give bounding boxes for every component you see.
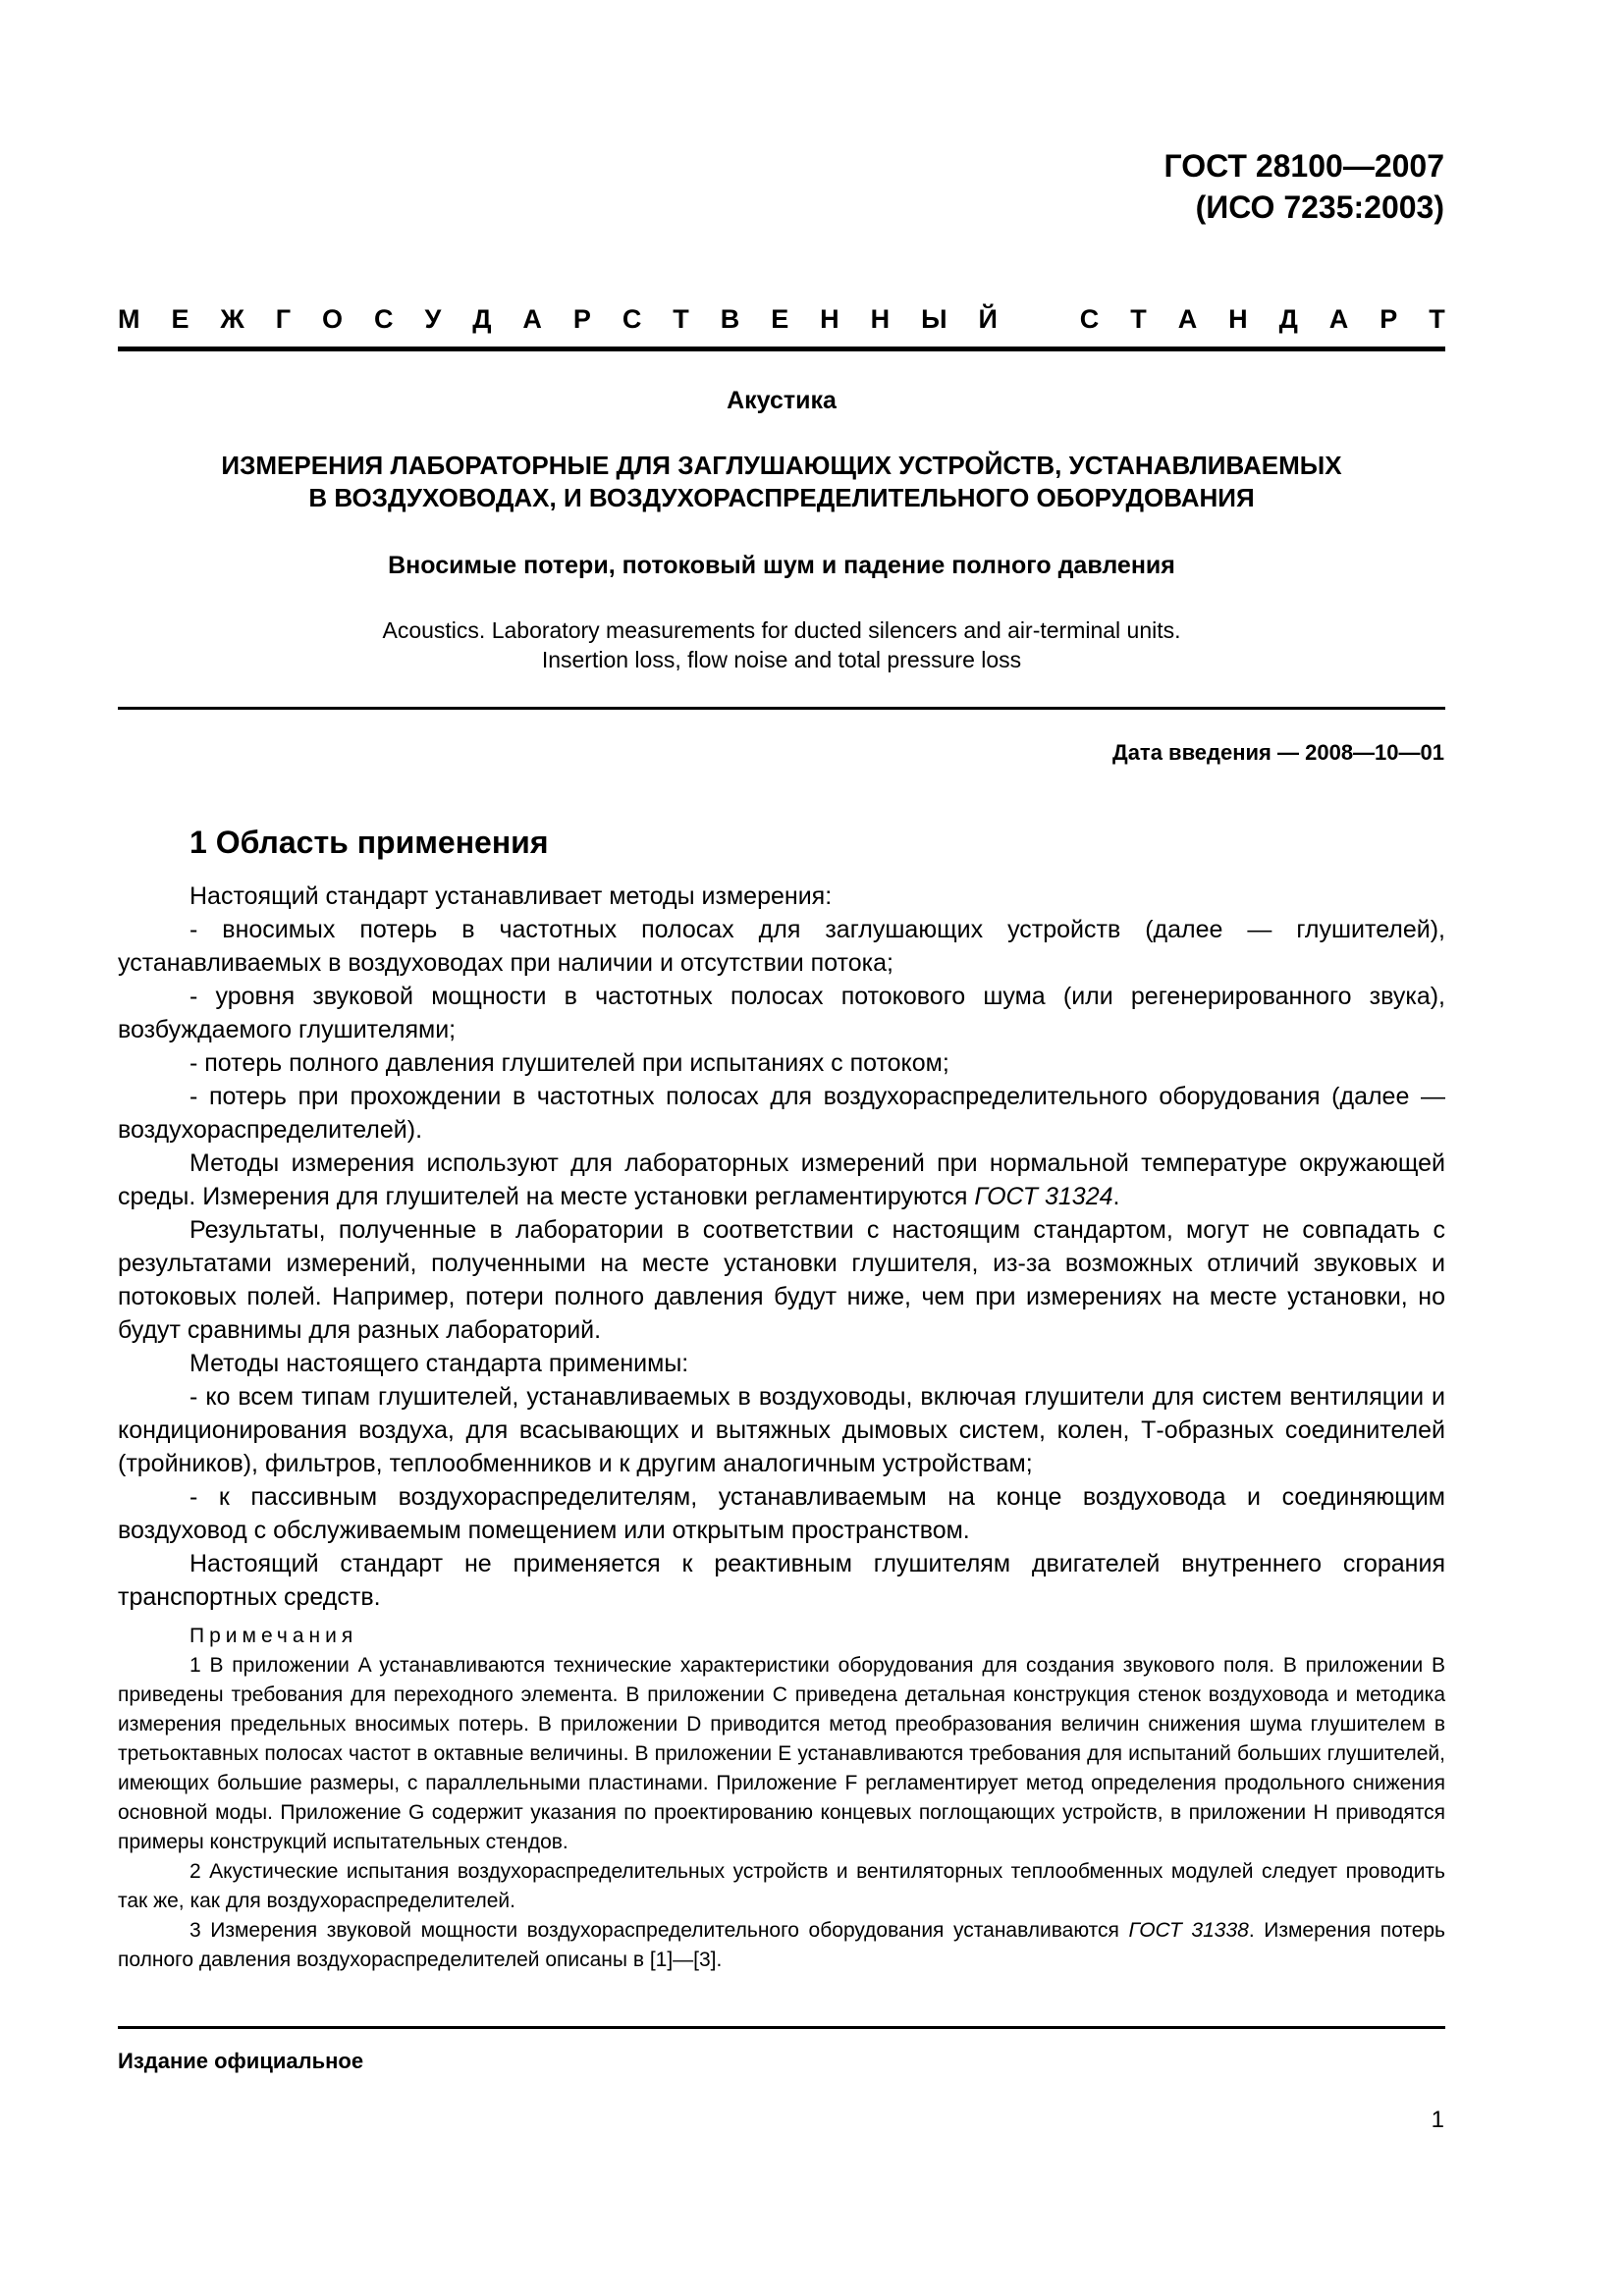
notes-block <box>118 1622 1445 1975</box>
banner-letter: Т <box>1429 303 1445 334</box>
body-paragraph-text: Методы измерения используют для лабораторных измерений при нормальной температуре окружающей среды. Измерения для глушителей на месте установки регламентируются <box>118 1149 1445 1210</box>
banner-letter: А <box>1177 303 1198 334</box>
english-title-line-2: Insertion loss, flow noise and total pressure loss <box>541 647 1022 672</box>
footer-rule <box>118 2026 1445 2029</box>
note-paragraph <box>118 1916 1445 1975</box>
body-paragraph <box>118 1547 1445 1614</box>
body-paragraph <box>118 980 1445 1046</box>
banner-letter: Р <box>572 303 591 334</box>
main-title-line-1: ИЗМЕРЕНИЯ ЛАБОРАТОРНЫЕ ДЛЯ ЗАГЛУШАЮЩИХ УСТРОЙСТВ, УСТАНАВЛИВАЕМЫХ <box>221 451 1342 480</box>
banner-letter: Ж <box>220 303 244 334</box>
body-paragraph <box>118 1046 1445 1080</box>
body-paragraph-text: - потерь полного давления глушителей при испытаниях с потоком; <box>189 1049 949 1077</box>
body-paragraph-text: - уровня звуковой мощности в частотных полосах потокового шума (или регенерированного звука), возбуждаемого глушителями; <box>118 983 1445 1043</box>
body-paragraph-text: Результаты, полученные в лаборатории в соответствии с настоящим стандартом, могут не совпадать с результатами измерений, полученными на месте установки глушителя, из-за возможных отличий звуковых и потоковых полей. Например, потери полного давления будут ниже, чем при измерениях на месте установки, но будут сравнимы для разных лабораторий. <box>118 1216 1445 1344</box>
body-paragraph-text: Настоящий стандарт не применяется к реактивным глушителям двигателей внутреннего сгорания транспортных средств. <box>118 1550 1445 1611</box>
body-paragraph-text: - ко всем типам глушителей, устанавливаемых в воздуховоды, включая глушители для систем вентиляции и кондиционирования воздуха, для всасывающих и вытяжных дымовых систем, колен, Т-образных соединителей (тройников), фильтров, теплообменников и к другим аналогичным устройствам; <box>118 1383 1445 1477</box>
banner-letter: О <box>322 303 344 334</box>
official-edition-label: Издание официальное <box>118 2049 364 2073</box>
banner-letter: А <box>522 303 542 334</box>
note-paragraph-text: 2 Акустические испытания воздухораспределительных устройств и вентиляторных теплообменных модулей следует проводить так же, как для воздухораспределителей. <box>118 1860 1445 1912</box>
banner-letter: В <box>720 303 740 334</box>
body-paragraph-text: Настоящий стандарт устанавливает методы измерения: <box>189 882 833 910</box>
notes-heading: Примечания <box>189 1625 358 1647</box>
banner-letter: А <box>1328 303 1349 334</box>
banner-letter: Т <box>673 303 689 334</box>
banner-letter: С <box>1079 303 1100 334</box>
body-paragraph <box>118 1347 1445 1380</box>
body-paragraph-text: Методы настоящего стандарта применимы: <box>189 1350 689 1377</box>
banner-letter: Й <box>978 303 998 334</box>
body-paragraph <box>118 880 1445 913</box>
banner-letter: Д <box>472 303 492 334</box>
body-paragraph-text-tail: . <box>1112 1183 1120 1210</box>
subtitle: Вносимые потери, потоковый шум и падение полного давления <box>388 552 1175 579</box>
body-paragraph-text: - потерь при прохождении в частотных полосах для воздухораспределительного оборудования (далее — воздухораспределителей). <box>118 1083 1445 1144</box>
banner-letter: У <box>424 303 442 334</box>
standard-number-block <box>1163 145 1444 228</box>
body-paragraph <box>118 913 1445 980</box>
standard-reference-link[interactable]: ГОСТ 31338 <box>1128 1919 1249 1942</box>
banner-letter: С <box>622 303 642 334</box>
banner-letter: Р <box>1380 303 1398 334</box>
banner-letter: Н <box>1228 303 1248 334</box>
main-title <box>118 450 1445 514</box>
subject-heading: Акустика <box>727 387 837 414</box>
effective-date: Дата введения — 2008—10—01 <box>1112 740 1444 765</box>
note-paragraph-text: 3 Измерения звуковой мощности воздухораспределительного оборудования устанавливаются <box>189 1919 1129 1942</box>
page-number: 1 <box>1431 2107 1444 2133</box>
body-paragraph <box>118 1080 1445 1147</box>
english-title-line-1: Acoustics. Laboratory measurements for ducted silencers and air-terminal units. <box>382 617 1181 643</box>
standard-reference-link[interactable]: ГОСТ 31324 <box>974 1183 1113 1210</box>
banner-letter: Г <box>275 303 292 334</box>
english-title <box>118 615 1445 674</box>
banner-letter: М <box>118 303 140 334</box>
title-rule <box>118 707 1445 710</box>
note-paragraph <box>118 1857 1445 1916</box>
banner-letter: Т <box>1130 303 1147 334</box>
banner-letter: С <box>374 303 394 334</box>
banner-letter: Н <box>820 303 839 334</box>
note-paragraph <box>118 1651 1445 1857</box>
banner-letter: Н <box>870 303 891 334</box>
body-paragraph <box>118 1147 1445 1213</box>
interstate-standard-banner <box>118 294 1445 344</box>
section-title: 1 Область применения <box>189 825 549 860</box>
main-title-line-2: В ВОЗДУХОВОДАХ, И ВОЗДУХОРАСПРЕДЕЛИТЕЛЬНОГО ОБОРУДОВАНИЯ <box>308 483 1255 512</box>
body-paragraph-text: - к пассивным воздухораспределителям, устанавливаемым на конце воздуховода и соединяющим воздуховод с обслуживаемым помещением или открытым пространством. <box>118 1483 1445 1544</box>
standard-number: ГОСТ 28100—2007 <box>1163 148 1444 184</box>
iso-number: (ИСО 7235:2003) <box>1195 189 1444 225</box>
banner-letter: Ы <box>921 303 947 334</box>
body-paragraph <box>118 1480 1445 1547</box>
body-paragraph-text: - вносимых потерь в частотных полосах для заглушающих устройств (далее — глушителей), устанавливаемых в воздуховодах при наличии и отсутствии потока; <box>118 916 1445 977</box>
banner-letter: Е <box>171 303 189 334</box>
note-paragraph-text: 1 В приложении A устанавливаются технические характеристики оборудования для создания звукового поля. В приложении B приведены требования для переходного элемента. В приложении C приведена детальная конструкция стенок воздуховода и методика измерения предельных вносимых потерь. В приложении D приводится метод преобразования величин снижения шума глушителем в третьоктавных полосах частот в октавные величины. В приложении E устанавливаются требования для испытаний больших глушителей, имеющих большие размеры, с параллельными пластинами. Приложение F регламентирует метод определения продольного снижения основной моды. Приложение G содержит указания по проектированию концевых поглощающих устройств, в приложении H приводятся примеры конструкций испытательных стендов. <box>118 1654 1445 1853</box>
body-paragraph <box>118 1213 1445 1347</box>
note-paragraph-text-tail: . Измерения потерь полного давления воздухораспределителей описаны в [1]—[3]. <box>118 1919 1445 1971</box>
banner-letter: Е <box>771 303 789 334</box>
section-body <box>118 880 1445 1614</box>
body-paragraph <box>118 1380 1445 1480</box>
banner-letter: Д <box>1278 303 1298 334</box>
banner-rule <box>118 347 1445 351</box>
